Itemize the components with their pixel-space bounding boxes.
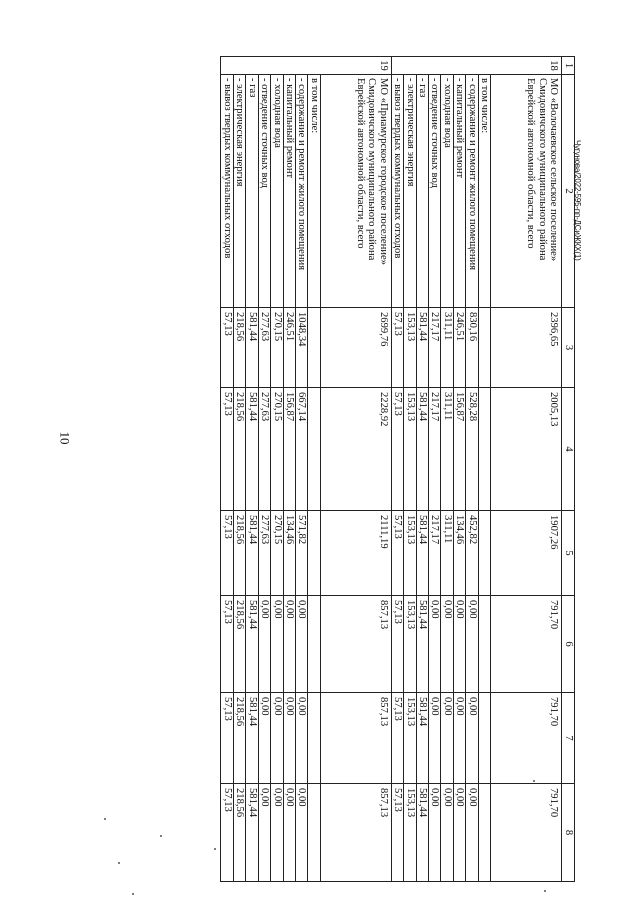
table-row-total: [491, 57, 562, 882]
municipality-title: МО «Волочаевское сельское поселение» Смидовичского муниципального района Еврейской автономной области, всего: [491, 75, 562, 308]
scan-speck: [160, 835, 162, 837]
row-label: - электрическая энергия: [404, 75, 416, 308]
scan-speck: [104, 818, 106, 820]
row-label: - отведение сточных вод: [258, 75, 270, 308]
cell: 857,13: [320, 693, 391, 784]
cell: 218,56: [233, 388, 245, 511]
cell: 57,13: [221, 511, 233, 596]
cell: 156,87: [453, 388, 465, 511]
cell: 0,00: [283, 596, 295, 693]
cell: 0,00: [295, 784, 307, 882]
cell: 153,13: [404, 596, 416, 693]
cell: 1907,26: [491, 511, 562, 596]
scan-speck: [118, 862, 120, 864]
row-label: - содержание и ремонт жилого помещения: [295, 75, 307, 308]
cell: 153,13: [404, 784, 416, 882]
cell: 0,00: [453, 693, 465, 784]
cell: 57,13: [391, 596, 403, 693]
cell: 0,00: [258, 693, 270, 784]
table-row-total: [320, 57, 391, 882]
cell: 270,15: [271, 388, 283, 511]
row-label: - холодная вода: [441, 75, 453, 308]
cell: 0,00: [466, 596, 478, 693]
cell: 217,17: [428, 511, 440, 596]
table-row: [233, 57, 245, 882]
column-header: 3: [562, 308, 575, 388]
cell: 311,11: [441, 308, 453, 388]
cell: 57,13: [391, 693, 403, 784]
cell: 571,82: [295, 511, 307, 596]
cell: 134,46: [453, 511, 465, 596]
table-row: [428, 57, 440, 882]
cell: 57,13: [391, 511, 403, 596]
cell: 311,11: [441, 511, 453, 596]
cell: 581,44: [246, 388, 258, 511]
subheader-label: в том числе:: [478, 75, 490, 308]
cell: 0,00: [453, 596, 465, 693]
tariff-table: [221, 56, 576, 882]
cell: 270,15: [271, 308, 283, 388]
cell: 57,13: [221, 693, 233, 784]
row-label: - электрическая энергия: [233, 75, 245, 308]
table-row: [391, 57, 403, 882]
cell: 581,44: [416, 388, 428, 511]
cell: 57,13: [391, 308, 403, 388]
cell: 57,13: [391, 388, 403, 511]
row-label: - отведение сточных вод: [428, 75, 440, 308]
cell: 0,00: [295, 693, 307, 784]
table-row: [453, 57, 465, 882]
table-row: [271, 57, 283, 882]
table-row: [404, 57, 416, 882]
cell: 581,44: [416, 511, 428, 596]
table-row: [466, 57, 478, 882]
scan-speck: [533, 780, 535, 782]
cell: 791,70: [491, 784, 562, 882]
cell: 0,00: [295, 596, 307, 693]
cell: 134,46: [283, 511, 295, 596]
cell: 581,44: [246, 784, 258, 882]
cell: 581,44: [416, 693, 428, 784]
cell: 246,51: [453, 308, 465, 388]
table-row-subheader: [478, 57, 490, 882]
cell: 2699,76: [320, 308, 391, 388]
row-label: - вывоз твердых коммунальных отходов: [221, 75, 233, 308]
cell: 153,13: [404, 388, 416, 511]
cell: 581,44: [246, 693, 258, 784]
cell: 57,13: [391, 784, 403, 882]
cell: 0,00: [428, 596, 440, 693]
table-row: [246, 57, 258, 882]
cell: 0,00: [283, 693, 295, 784]
row-label: - газ: [416, 75, 428, 308]
row-index: 19: [221, 57, 391, 75]
cell: 0,00: [466, 693, 478, 784]
municipality-title: МО «Приамурское городское поселение» Смидовичского муниципального района Еврейской автономной области, всего: [320, 75, 391, 308]
cell: 2228,92: [320, 388, 391, 511]
row-label: - капитальный ремонт: [453, 75, 465, 308]
cell: 2005,13: [491, 388, 562, 511]
cell: 218,56: [233, 308, 245, 388]
table-row: [258, 57, 270, 882]
cell: 2111,19: [320, 511, 391, 596]
cell: 1048,34: [295, 308, 307, 388]
table-row: [295, 57, 307, 882]
cell: 581,44: [246, 308, 258, 388]
column-header: 7: [562, 693, 575, 784]
cell: 153,13: [404, 308, 416, 388]
row-label: - газ: [246, 75, 258, 308]
scan-speck: [132, 893, 134, 895]
cell: 217,17: [428, 388, 440, 511]
cell: 57,13: [221, 784, 233, 882]
cell: 246,51: [283, 308, 295, 388]
cell: 217,17: [428, 308, 440, 388]
row-label: - капитальный ремонт: [283, 75, 295, 308]
table-row: [221, 57, 233, 882]
row-label: - вывоз твердых коммунальных отходов: [391, 75, 403, 308]
table-row: [416, 57, 428, 882]
cell: 57,13: [221, 596, 233, 693]
header-row: [562, 57, 575, 882]
cell: 857,13: [320, 784, 391, 882]
cell: 857,13: [320, 596, 391, 693]
cell: 153,13: [404, 693, 416, 784]
cell: 581,44: [416, 784, 428, 882]
row-label: - холодная вода: [271, 75, 283, 308]
column-header: 8: [562, 784, 575, 882]
cell: 218,56: [233, 511, 245, 596]
column-header: 2: [562, 75, 575, 308]
cell: 667,14: [295, 388, 307, 511]
cell: 0,00: [258, 596, 270, 693]
row-label: - содержание и ремонт жилого помещения: [466, 75, 478, 308]
cell: 57,13: [221, 308, 233, 388]
rotated-table-container: [72, 56, 575, 881]
page-number: 10: [57, 431, 73, 445]
cell: 2396,65: [491, 308, 562, 388]
cell: 218,56: [233, 693, 245, 784]
table-row: [283, 57, 295, 882]
cell: 0,00: [271, 784, 283, 882]
cell: 0,00: [428, 784, 440, 882]
cell: 0,00: [283, 784, 295, 882]
cell: 153,13: [404, 511, 416, 596]
subheader-label: в том числе:: [308, 75, 320, 308]
cell: 528,28: [466, 388, 478, 511]
cell: 218,56: [233, 596, 245, 693]
cell: 581,44: [416, 308, 428, 388]
cell: 791,70: [491, 693, 562, 784]
cell: 791,70: [491, 596, 562, 693]
table-row: [441, 57, 453, 882]
column-header: 1: [562, 57, 575, 75]
cell: 277,63: [258, 388, 270, 511]
cell: 0,00: [466, 784, 478, 882]
cell: 0,00: [441, 596, 453, 693]
cell: 581,44: [246, 511, 258, 596]
cell: 57,13: [221, 388, 233, 511]
cell: 0,00: [441, 693, 453, 784]
cell: 581,44: [416, 596, 428, 693]
cell: 0,00: [428, 693, 440, 784]
cell: 0,00: [453, 784, 465, 882]
cell: 277,63: [258, 308, 270, 388]
row-index: 18: [391, 57, 561, 75]
cell: 0,00: [441, 784, 453, 882]
cell: 830,16: [466, 308, 478, 388]
cell: 581,44: [246, 596, 258, 693]
cell: 311,11: [441, 388, 453, 511]
column-header: 4: [562, 388, 575, 511]
cell: 218,56: [233, 784, 245, 882]
cell: 0,00: [258, 784, 270, 882]
cell: 270,15: [271, 511, 283, 596]
column-header: 5: [562, 511, 575, 596]
scan-speck: [544, 890, 546, 892]
cell: 156,87: [283, 388, 295, 511]
table-row-subheader: [308, 57, 320, 882]
cell: 0,00: [271, 596, 283, 693]
cell: 452,82: [466, 511, 478, 596]
cell: 0,00: [271, 693, 283, 784]
scan-speck: [214, 848, 216, 850]
column-header: 6: [562, 596, 575, 693]
cell: 277,63: [258, 511, 270, 596]
document-code: Чугунова/2022-595-пп-ДСиЖКХ(1): [573, 140, 582, 261]
